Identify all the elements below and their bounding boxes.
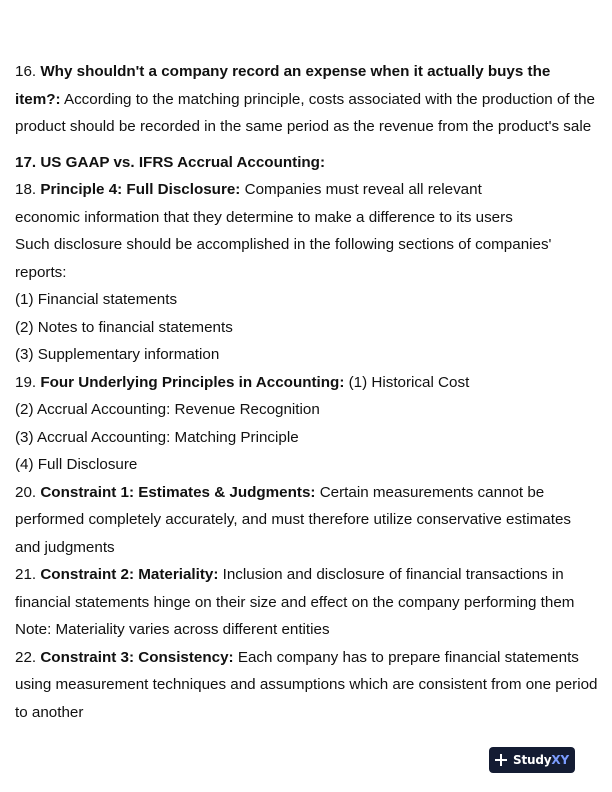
entry-number: 17. xyxy=(15,153,41,171)
entry-number: 16. xyxy=(15,63,41,80)
entry-text: Each company has to prepare financial statements using measurement techniques and assumptions which are consistent from one period to another xyxy=(15,648,598,721)
entry-title: Why shouldn't a company record an expense when it actually buys the item?: xyxy=(15,63,551,108)
entry-title: US GAAP vs. IFRS Accrual Accounting: xyxy=(40,153,326,171)
entry-line: (4) Full Disclosure xyxy=(15,456,138,473)
entry-number: 20. xyxy=(15,483,41,501)
studyxy-badge[interactable] xyxy=(489,747,575,773)
entry-16 xyxy=(15,58,600,141)
plus-icon xyxy=(495,754,507,766)
entry-17 xyxy=(15,149,600,177)
entry-21 xyxy=(15,561,600,644)
entry-line: (3) Supplementary information xyxy=(15,346,220,363)
entry-line: Such disclosure should be accomplished in the following sections of companies' reports: xyxy=(15,236,552,281)
entry-title: Constraint 2: Materiality: xyxy=(40,566,219,583)
document-body xyxy=(15,58,600,726)
entry-text: Companies must reveal all relevant xyxy=(240,181,482,198)
entry-text: Inclusion and disclosure of financial transactions in financial statements hinge on their size and effect on the company performing them Note: Materiality varies across different entities xyxy=(15,566,575,638)
entry-line: (3) Accrual Accounting: Matching Principle xyxy=(15,428,299,446)
entry-text: According to the matching principle, costs associated with the production of the product should be recorded in the same period as the revenue from the product's sale xyxy=(15,90,595,135)
entry-number: 21. xyxy=(15,566,41,583)
entry-19 xyxy=(15,369,600,479)
entry-text: Certain measurements cannot be performed completely accurately, and must therefore utilize conservative estimates and judgments xyxy=(15,483,571,556)
entry-number: 22. xyxy=(15,648,41,666)
entry-line: (2) Notes to financial statements xyxy=(15,318,233,336)
entry-number: 19. xyxy=(15,373,41,391)
entry-title: Constraint 1: Estimates & Judgments: xyxy=(40,483,316,501)
entry-number: 18. xyxy=(15,181,41,198)
entry-text: (1) Historical Cost xyxy=(344,373,470,391)
entry-22 xyxy=(15,644,600,727)
entry-18 xyxy=(15,176,600,369)
entry-line: economic information that they determine to make a difference to its users xyxy=(15,208,513,226)
entry-20 xyxy=(15,479,600,562)
entry-line: (2) Accrual Accounting: Revenue Recognition xyxy=(15,401,320,418)
entry-title: Constraint 3: Consistency: xyxy=(40,648,234,666)
entry-title: Principle 4: Full Disclosure: xyxy=(40,181,241,198)
entry-title: Four Underlying Principles in Accounting: xyxy=(40,373,345,391)
entry-line: (1) Financial statements xyxy=(15,291,178,308)
badge-label: StudyXY xyxy=(513,753,569,767)
